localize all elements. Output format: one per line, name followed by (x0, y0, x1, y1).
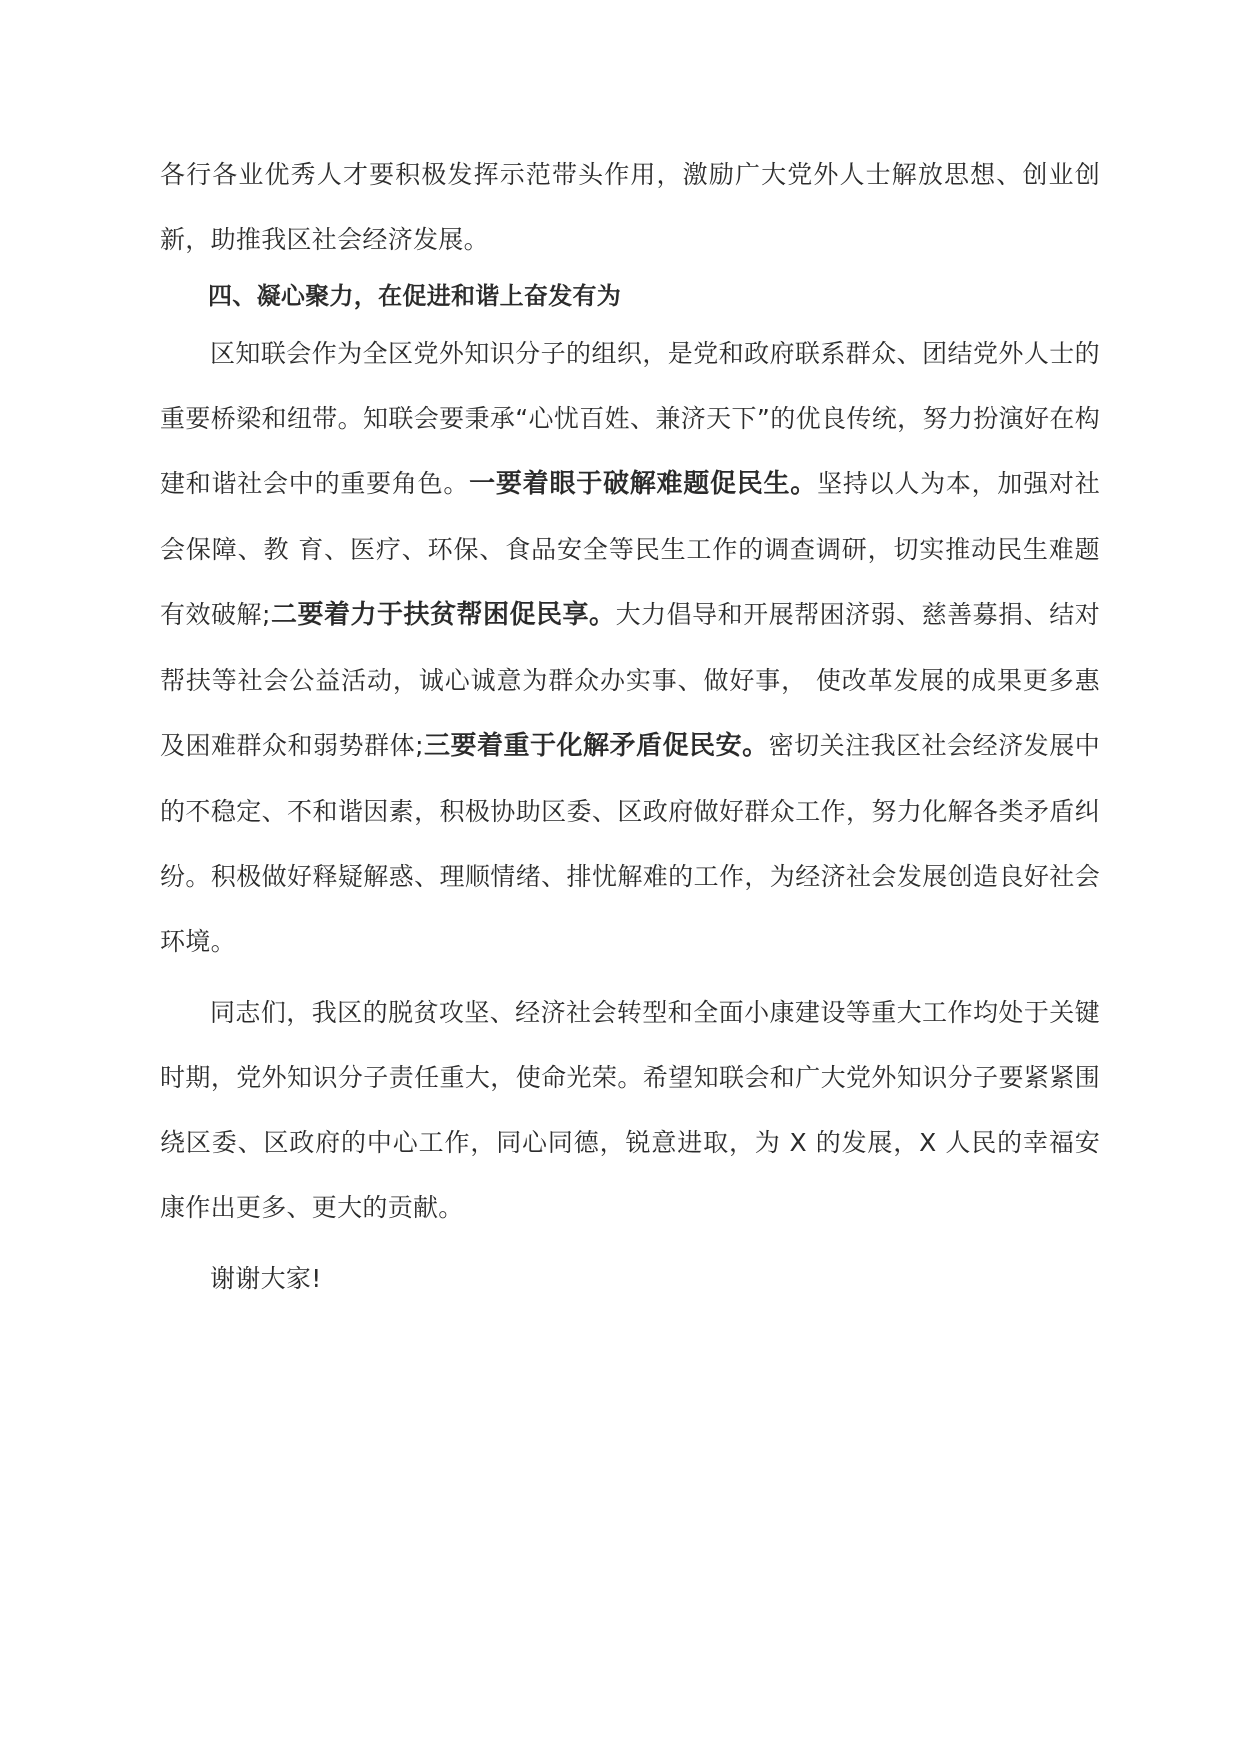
point-three-title: 三要着重于化解矛盾促民安。 (423, 731, 769, 761)
point-two-text: 大力倡导和开展帮困济弱、慈善募捐、结对帮扶等社会公益活动，诚心诚意为群众办实事、做好事， 使改革发展的成果更多惠及困难群众和弱势群体; (160, 600, 1101, 760)
point-two-title: 二要着力于扶贫帮困促民享。 (270, 600, 616, 630)
point-three-text: 密切关注我区社会经济发展中的不稳定、不和谐因素，积极协助区委、区政府做好群众工作，努力化解各类矛盾纠纷。积极做好释疑解惑、理顺情绪、排忧解难的工作，为经济社会发展创造良好社会环境。 (160, 731, 1100, 956)
paragraph-intro: 区知联会作为全区党外知识分子的组织，是党和政府联系群众、团结党外人士的重要桥梁和纽带。知联会要秉承“心忧百姓、兼济天下”的优良传统，努力扮演好在构建和谐社会中的重要角色。 (160, 339, 1100, 498)
continuation-paragraph: 各行各业优秀人才要积极发挥示范带头作用，激励广大党外人士解放思想、创业创新，助推我区社会经济发展。 (160, 160, 1100, 254)
thanks-line: 谢谢大家! (210, 1264, 322, 1293)
closing-paragraph: 同志们，我区的脱贫攻坚、经济社会转型和全面小康建设等重大工作均处于关键时期，党外知识分子责任重大，使命光荣。希望知联会和广大党外知识分子要紧紧围绕区委、区政府的中心工作，同心同德，锐意进取，为 X 的发展，X 人民的幸福安康作出更多、更大的贡献。 (160, 998, 1100, 1222)
section-heading: 四、凝心聚力，在促进和谐上奋发有为 (208, 282, 622, 310)
point-one-text: 坚持以人为本，加强对社会保障、教 育、医疗、环保、食品安全等民生工作的调查调研，切实推动民生难题有效破解; (160, 469, 1100, 629)
point-one-title: 一要着眼于破解难题促民生。 (469, 469, 818, 499)
section-paragraph (160, 321, 1100, 974)
body-text (160, 142, 1100, 1311)
